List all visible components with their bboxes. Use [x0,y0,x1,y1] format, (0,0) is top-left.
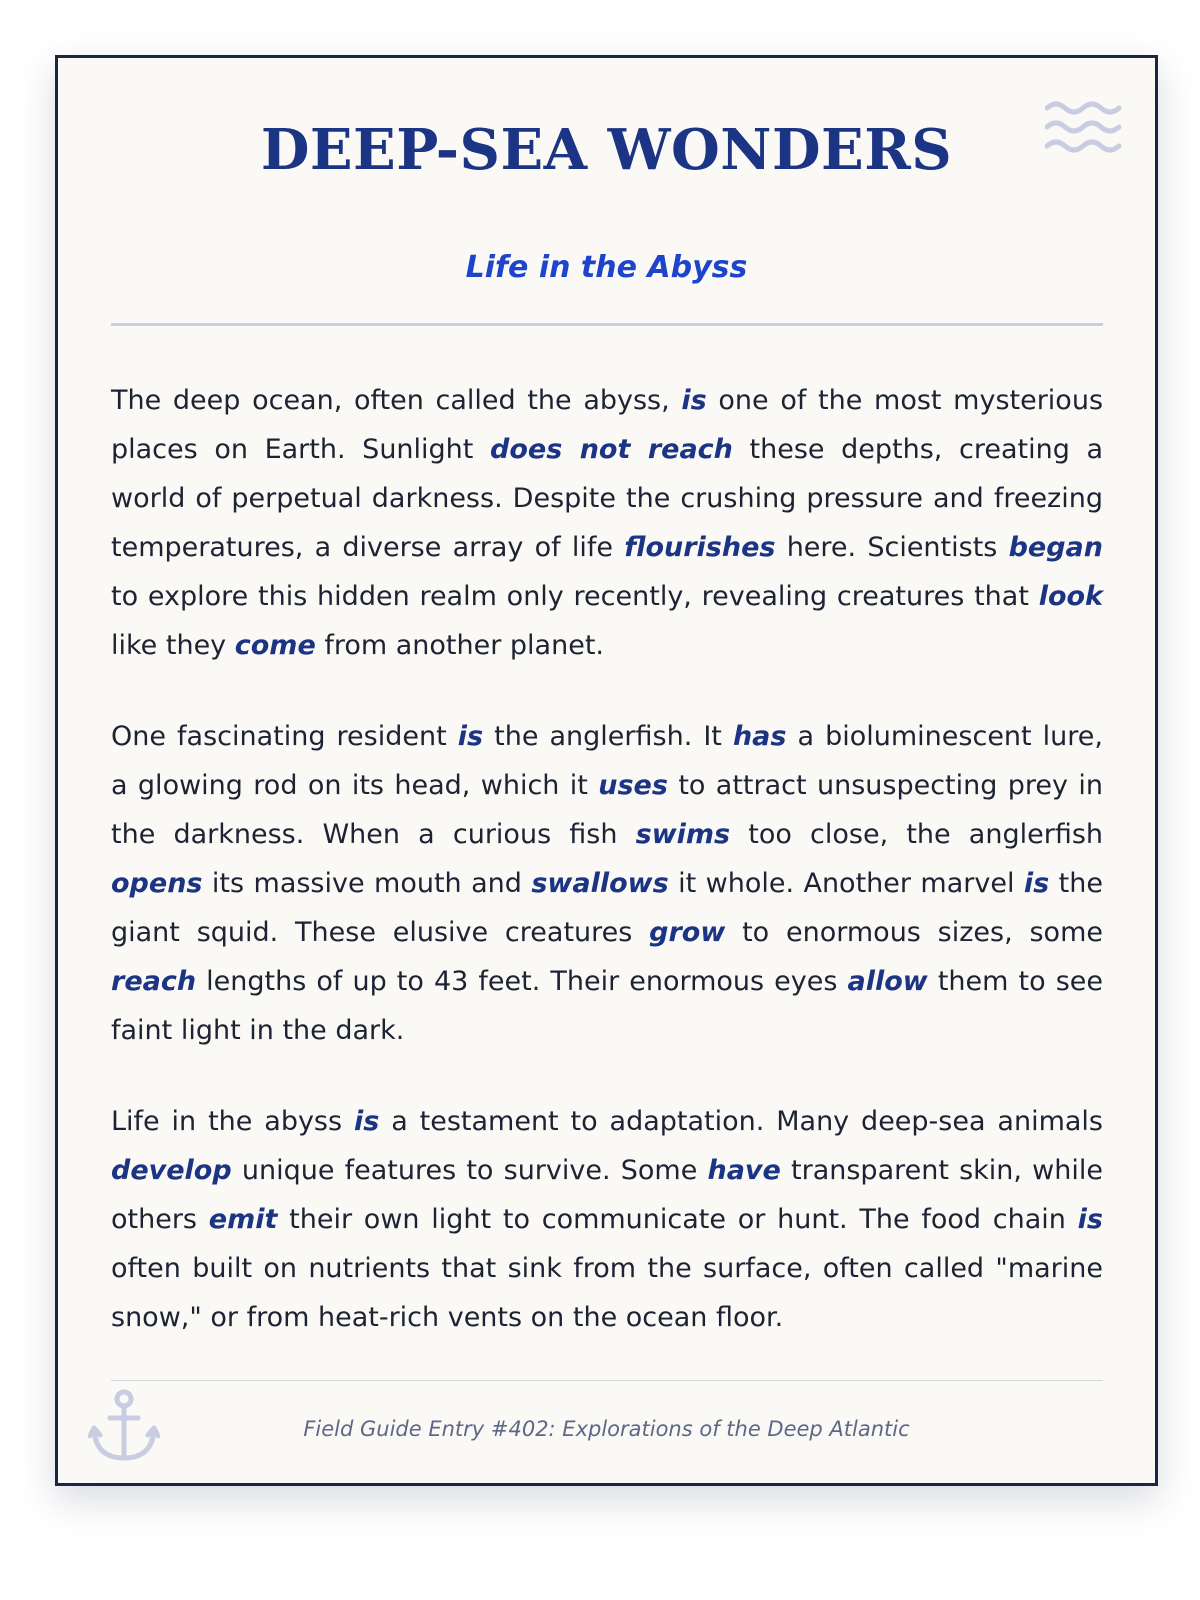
text-run: transparent skin, while others [111,1155,1103,1235]
text-run: One fascinating resident [111,721,458,752]
text-run: unique features to survive. Some [231,1155,708,1186]
emphasized-verb: is [457,721,484,752]
text-run: like they [111,630,235,661]
emphasized-verb: swims [635,819,731,850]
text-run: one of the most mysterious places on Earth. Sunlight [111,385,1104,465]
emphasized-verb: grow [649,917,726,948]
text-run: often built on nutrients that sink from the surface, often called "marine snow," or from heat-rich vents on the ocean floor. [111,1253,1103,1333]
text-run: the giant squid. These elusive creatures [111,868,1103,948]
emphasized-verb: opens [111,868,203,899]
emphasized-verb: is [353,1106,380,1137]
emphasized-verb: flourishes [624,532,776,563]
text-run: them to see faint light in the dark. [111,966,1103,1046]
page-title: DEEP-SEA WONDERS [260,117,953,183]
emphasized-verb: began [1008,532,1103,563]
text-run: here. Scientists [775,532,1009,563]
emphasized-verb: allow [847,966,928,997]
text-run: the anglerfish. It [483,721,733,752]
document-card [55,55,1158,1486]
text-run: to attract unsuspecting prey in the darkness. When a curious fish [111,770,1103,850]
footer-divider [111,1380,1103,1381]
emphasized-verb: has [732,721,787,752]
emphasized-verb: come [234,630,316,661]
emphasized-verb: is [1077,1204,1103,1235]
header-divider [111,323,1103,326]
emphasized-verb: emit [208,1204,278,1235]
emphasized-verb: reach [111,966,197,997]
paragraph-2 [111,712,1103,1055]
paragraph-1 [111,376,1103,670]
emphasized-verb: uses [598,770,668,801]
text-run: to explore this hidden realm only recently, revealing creatures that [111,581,1039,612]
text-run: a testament to adaptation. Many deep-sea animals [379,1106,1103,1137]
emphasized-verb: have [707,1155,781,1186]
text-run: their own light to communicate or hunt. The food chain [277,1204,1078,1235]
text-run: to enormous sizes, some [725,917,1103,948]
footer-caption: Field Guide Entry #402: Explorations of the Deep Atlantic [303,1417,910,1441]
paragraph-3 [111,1097,1103,1342]
text-run: these depths, creating a world of perpetual darkness. Despite the crushing pressure and freezing temperatures, a diverse array of life [111,434,1103,563]
emphasized-verb: is [681,385,707,416]
text-run: Life in the abyss [111,1106,354,1137]
article-body [111,376,1103,1384]
page-subtitle: Life in the Abyss [465,250,748,285]
text-run: a bioluminescent lure, a glowing rod on its head, which it [111,721,1103,801]
text-run: from another planet. [315,630,604,661]
emphasized-verb: develop [111,1155,232,1186]
emphasized-verb: swallows [531,868,669,899]
emphasized-verb: is [1023,868,1050,899]
text-run: The deep ocean, often called the abyss, [111,385,682,416]
text-run: its massive mouth and [202,868,532,899]
emphasized-verb: look [1038,581,1103,612]
text-run: it whole. Another marvel [668,868,1024,899]
text-run: too close, the anglerfish [730,819,1104,850]
emphasized-verb: does not reach [490,434,733,465]
text-run: lengths of up to 43 feet. Their enormous eyes [196,966,848,997]
